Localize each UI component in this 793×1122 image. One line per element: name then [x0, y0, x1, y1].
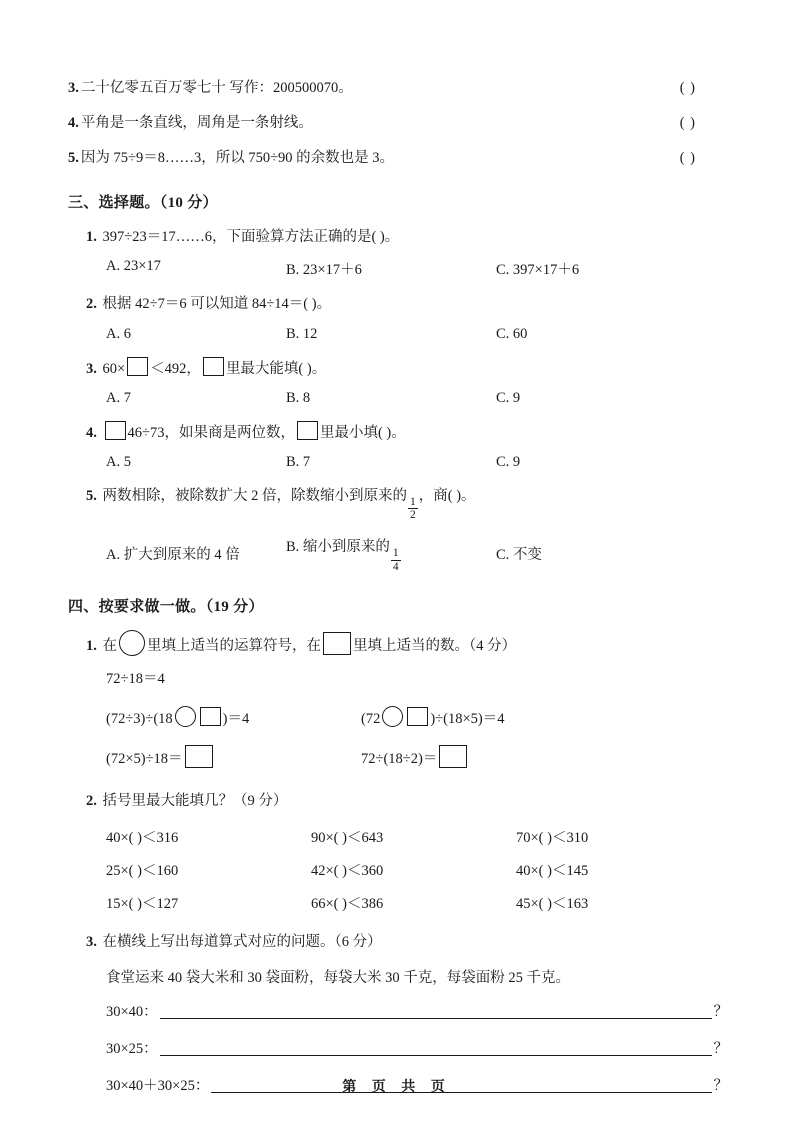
choice-question-5-stem-post: ，商( )。 [418, 488, 476, 504]
option-a[interactable]: A. 23×17 [106, 258, 161, 275]
task-q2-row [106, 859, 728, 880]
choice-question-3-options [68, 390, 728, 407]
task-q1-stem-c: 里填上适当的数。（4 分） [353, 637, 517, 654]
fraction-one-half [408, 496, 418, 521]
answer-circle[interactable] [382, 706, 403, 727]
tf-item-text: 因为 75÷9＝8……3，所以 750÷90 的余数也是 3。 [80, 149, 395, 166]
equation-right-pre: (72 [361, 711, 381, 728]
task-question-3-number: 3. [86, 933, 97, 950]
fill-expression[interactable]: 15×( )＜127 [106, 895, 179, 912]
answer-box[interactable] [185, 745, 213, 768]
tf-item-number: 4. [68, 114, 79, 131]
fraction-one-quarter [391, 547, 401, 572]
choice-question-3-stem-mid: ＜492， [150, 360, 201, 377]
option-b[interactable]: B. 7 [286, 454, 311, 470]
fill-expression[interactable]: 66×( )＜386 [311, 895, 384, 912]
option-c[interactable]: C. 不变 [496, 547, 542, 564]
fraction-numerator: 1 [392, 547, 399, 560]
option-a[interactable]: A. 6 [106, 325, 131, 342]
tf-item-answer-parens[interactable]: ( ) [679, 149, 696, 166]
choice-question-1-stem: 397÷23＝17……6，下面验算方法正确的是( )。 [102, 229, 400, 246]
fill-expression[interactable]: 70×( )＜310 [516, 829, 589, 846]
answer-box[interactable] [323, 632, 351, 655]
section-three-title: 三、选择题。（10 分） [68, 195, 218, 212]
fill-expression[interactable]: 45×( )＜163 [516, 895, 589, 912]
choice-question-2-stem: 根据 42÷7＝6 可以知道 84÷14＝( )。 [102, 296, 332, 313]
section-four-title: 四、按要求做一做。（19 分） [68, 598, 264, 615]
equation-right [361, 745, 469, 768]
choice-question-5-stem-pre: 两数相除，被除数扩大 2 倍，除数缩小到原来的 [102, 488, 407, 504]
page-footer: 第 页 共 页 [342, 1080, 451, 1095]
fill-expression[interactable]: 25×( )＜160 [106, 862, 179, 879]
option-c[interactable]: C. 9 [496, 389, 521, 406]
equation-left-post: )＝4 [222, 711, 250, 728]
tf-item-number: 3. [68, 80, 79, 96]
choice-question-2 [68, 293, 728, 316]
question-mark: ？ [713, 1077, 728, 1094]
fill-expression[interactable]: 40×( )＜145 [516, 862, 589, 879]
tf-item-text: 二十亿零五百万零七十 写作：200500070。 [80, 80, 353, 96]
option-b[interactable]: B. 23×17＋6 [286, 262, 362, 279]
choice-question-3-stem-post: 里最大能填( )。 [225, 360, 327, 377]
choice-question-2-number: 2. [86, 296, 97, 313]
tf-item-answer-parens[interactable]: ( ) [679, 114, 696, 131]
equation-left-pre: (72÷3)÷(18 [106, 711, 173, 728]
choice-question-4-stem-post: 里最小填( )。 [319, 424, 406, 441]
choice-question-1 [68, 226, 728, 249]
answer-box[interactable] [439, 745, 467, 768]
choice-question-1-options [68, 258, 728, 279]
question-mark: ？ [713, 1003, 728, 1020]
choice-question-2-options [68, 326, 728, 343]
option-b[interactable]: B. 8 [286, 389, 311, 406]
answer-box[interactable] [105, 421, 126, 440]
answer-box[interactable] [297, 421, 318, 440]
task-question-2 [68, 790, 728, 813]
fill-expression[interactable]: 42×( )＜360 [311, 862, 384, 879]
equation-left [106, 745, 361, 768]
choice-question-5 [68, 485, 728, 521]
equation-right [361, 706, 504, 728]
answer-box[interactable] [200, 707, 221, 726]
choice-question-4-stem-mid: 46÷73，如果商是两位数， [127, 424, 295, 441]
option-c[interactable]: C. 397×17＋6 [496, 262, 580, 279]
tf-item-text: 平角是一条直线，周角是一条射线。 [80, 114, 313, 131]
task-q3-answer-line [68, 1000, 728, 1021]
fill-expression[interactable]: 40×( )＜316 [106, 829, 179, 846]
answer-rule[interactable] [160, 1041, 712, 1056]
task-question-1 [68, 630, 728, 658]
option-a[interactable]: A. 5 [106, 454, 131, 470]
tf-item [68, 78, 728, 100]
option-c[interactable]: C. 60 [496, 325, 528, 342]
task-q1-row-1 [68, 706, 728, 728]
equation-right-pre: 72÷(18÷2)＝ [361, 751, 438, 768]
task-question-3 [68, 931, 728, 954]
choice-question-3-number: 3. [86, 360, 97, 377]
fraction-denominator: 4 [392, 560, 399, 573]
tf-item-answer-parens[interactable]: ( ) [679, 80, 696, 96]
equation-left-pre: (72×5)÷18＝ [106, 751, 183, 768]
equation-right-post: )÷(18×5)＝4 [430, 711, 505, 728]
task-q3-answer-line [68, 1037, 728, 1058]
option-a[interactable]: A. 扩大到原来的 4 倍 [106, 547, 240, 564]
answer-circle[interactable] [119, 630, 145, 656]
option-b-label: B. 缩小到原来的 [286, 539, 390, 556]
tf-item [68, 148, 728, 170]
task-q1-row-2 [68, 745, 728, 768]
question-mark: ？ [713, 1040, 728, 1057]
task-q2-grid [68, 826, 728, 913]
choice-question-4-options [68, 454, 728, 471]
fraction-denominator: 2 [410, 509, 416, 522]
choice-question-3-stem-pre: 60× [102, 360, 126, 377]
option-a[interactable]: A. 7 [106, 389, 131, 406]
choice-question-1-number: 1. [86, 229, 97, 246]
option-c[interactable]: C. 9 [496, 454, 521, 470]
task-q1-stem-a: 在 [102, 637, 117, 654]
task-q1-stem-b: 里填上适当的运算符号，在 [147, 637, 321, 654]
answer-box[interactable] [203, 357, 224, 376]
fill-expression[interactable]: 90×( )＜643 [311, 829, 384, 846]
tf-item-number: 5. [68, 149, 79, 166]
answer-box[interactable] [407, 707, 428, 726]
task-question-2-number: 2. [86, 793, 97, 810]
task-q2-row [106, 826, 728, 847]
task-question-1-number: 1. [86, 637, 97, 654]
answer-box[interactable] [127, 357, 148, 376]
page-content [68, 78, 728, 1111]
choice-question-5-number: 5. [86, 488, 97, 504]
tf-item [68, 113, 728, 135]
option-b[interactable]: B. 12 [286, 325, 318, 342]
choice-question-4 [68, 421, 728, 445]
task-q3-stem: 在横线上写出每道算式对应的问题。（6 分） [102, 933, 382, 950]
equation-left [106, 706, 361, 728]
task-q2-stem: 括号里最大能填几？（9 分） [102, 793, 288, 810]
expression-label: 30×40＋30×25： [106, 1077, 210, 1094]
answer-circle[interactable] [175, 706, 196, 727]
fraction-numerator: 1 [410, 496, 416, 509]
choice-question-5-options [68, 535, 728, 572]
task-q1-given-equation: 72÷18＝4 [106, 670, 165, 687]
expression-label: 30×40： [106, 1003, 158, 1020]
expression-label: 30×25： [106, 1040, 158, 1057]
choice-question-4-number: 4. [86, 424, 97, 441]
choice-question-3 [68, 357, 728, 381]
task-q3-context: 食堂运来 40 袋大米和 30 袋面粉，每袋大米 30 千克，每袋面粉 25 千克。 [106, 969, 570, 986]
option-b[interactable] [286, 535, 496, 572]
task-q2-row [106, 892, 728, 913]
answer-rule[interactable] [160, 1004, 712, 1019]
